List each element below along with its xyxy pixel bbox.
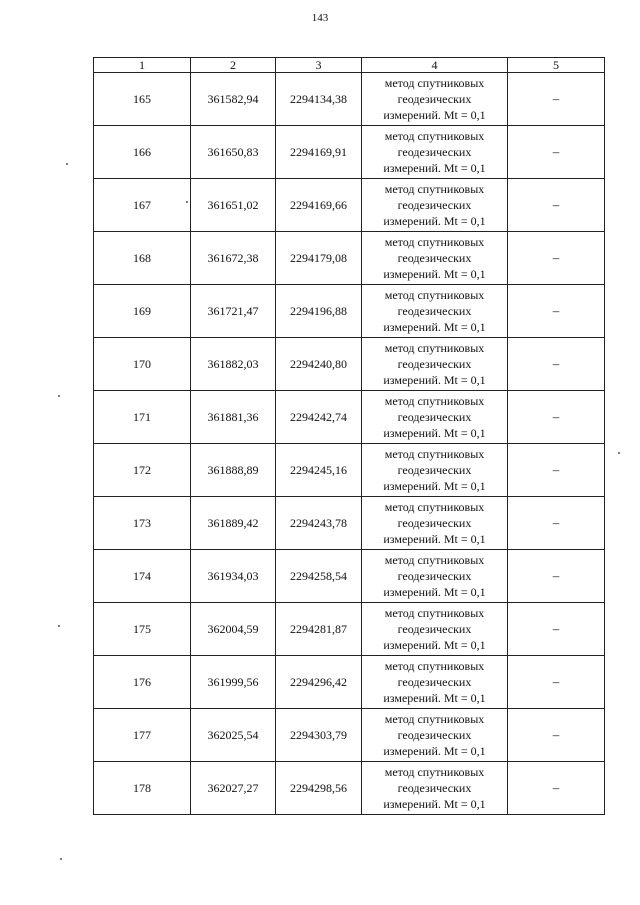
y-coordinate-cell: 2294296,42 [276, 656, 362, 709]
scan-speck [66, 163, 68, 165]
x-coordinate-cell: 361882,03 [191, 338, 276, 391]
method-cell [362, 126, 508, 179]
scan-speck [186, 201, 188, 203]
point-number-cell: 166 [94, 126, 191, 179]
note-cell: – [508, 550, 605, 603]
x-coordinate-cell: 361651,02 [191, 179, 276, 232]
method-line: геодезических [397, 92, 472, 106]
method-cell [362, 179, 508, 232]
method-line: метод спутниковых [384, 606, 485, 620]
method-line: геодезических [397, 569, 472, 583]
y-coordinate-cell: 2294242,74 [276, 391, 362, 444]
method-line: метод спутниковых [384, 288, 485, 302]
method-cell [362, 762, 508, 815]
table-row [94, 709, 605, 762]
table-row [94, 391, 605, 444]
note-cell: – [508, 709, 605, 762]
note-cell: – [508, 338, 605, 391]
method-line: геодезических [397, 198, 472, 212]
method-line: геодезических [397, 781, 472, 795]
point-number-cell: 165 [94, 73, 191, 126]
note-cell: – [508, 762, 605, 815]
method-line: метод спутниковых [384, 500, 485, 514]
y-coordinate-cell: 2294240,80 [276, 338, 362, 391]
point-number-cell: 178 [94, 762, 191, 815]
table-row [94, 73, 605, 126]
note-cell: – [508, 232, 605, 285]
table-row [94, 497, 605, 550]
y-coordinate-cell: 2294134,38 [276, 73, 362, 126]
column-header: 3 [276, 58, 362, 73]
table-row [94, 232, 605, 285]
method-line: измерений. Mt = 0,1 [383, 691, 486, 705]
x-coordinate-cell: 361889,42 [191, 497, 276, 550]
method-cell [362, 391, 508, 444]
point-number-cell: 173 [94, 497, 191, 550]
table-row [94, 550, 605, 603]
x-coordinate-cell: 361721,47 [191, 285, 276, 338]
method-line: геодезических [397, 357, 472, 371]
method-line: измерений. Mt = 0,1 [383, 426, 486, 440]
note-cell: – [508, 603, 605, 656]
y-coordinate-cell: 2294196,88 [276, 285, 362, 338]
point-number-cell: 168 [94, 232, 191, 285]
method-line: геодезических [397, 622, 472, 636]
point-number-cell: 174 [94, 550, 191, 603]
x-coordinate-cell: 361650,83 [191, 126, 276, 179]
column-header: 4 [362, 58, 508, 73]
page-number: 143 [311, 12, 329, 24]
point-number-cell: 170 [94, 338, 191, 391]
x-coordinate-cell: 361999,56 [191, 656, 276, 709]
x-coordinate-cell: 361934,03 [191, 550, 276, 603]
x-coordinate-cell: 362025,54 [191, 709, 276, 762]
method-cell [362, 232, 508, 285]
table-row [94, 656, 605, 709]
point-number-cell: 167 [94, 179, 191, 232]
scan-speck [58, 395, 60, 397]
y-coordinate-cell: 2294243,78 [276, 497, 362, 550]
point-number-cell: 177 [94, 709, 191, 762]
point-number-cell: 169 [94, 285, 191, 338]
method-line: геодезических [397, 516, 472, 530]
scan-speck [60, 858, 62, 860]
method-line: геодезических [397, 675, 472, 689]
method-line: геодезических [397, 463, 472, 477]
table-row [94, 444, 605, 497]
method-line: измерений. Mt = 0,1 [383, 744, 486, 758]
method-line: измерений. Mt = 0,1 [383, 108, 486, 122]
method-cell [362, 73, 508, 126]
y-coordinate-cell: 2294303,79 [276, 709, 362, 762]
note-cell: – [508, 73, 605, 126]
method-line: измерений. Mt = 0,1 [383, 373, 486, 387]
x-coordinate-cell: 362004,59 [191, 603, 276, 656]
column-header: 5 [508, 58, 605, 73]
method-line: измерений. Mt = 0,1 [383, 638, 486, 652]
y-coordinate-cell: 2294169,91 [276, 126, 362, 179]
note-cell: – [508, 126, 605, 179]
method-line: метод спутниковых [384, 659, 485, 673]
x-coordinate-cell: 362027,27 [191, 762, 276, 815]
method-line: геодезических [397, 145, 472, 159]
method-line: измерений. Mt = 0,1 [383, 267, 486, 281]
table-row [94, 762, 605, 815]
y-coordinate-cell: 2294281,87 [276, 603, 362, 656]
point-number-cell: 171 [94, 391, 191, 444]
method-line: метод спутниковых [384, 341, 485, 355]
method-line: метод спутниковых [384, 712, 485, 726]
y-coordinate-cell: 2294245,16 [276, 444, 362, 497]
column-header: 1 [94, 58, 191, 73]
note-cell: – [508, 444, 605, 497]
column-header: 2 [191, 58, 276, 73]
table-row [94, 338, 605, 391]
method-line: метод спутниковых [384, 553, 485, 567]
table-row [94, 126, 605, 179]
x-coordinate-cell: 361582,94 [191, 73, 276, 126]
method-line: измерений. Mt = 0,1 [383, 161, 486, 175]
method-cell [362, 338, 508, 391]
point-number-cell: 172 [94, 444, 191, 497]
table-row [94, 179, 605, 232]
point-number-cell: 176 [94, 656, 191, 709]
method-line: метод спутниковых [384, 447, 485, 461]
method-line: измерений. Mt = 0,1 [383, 797, 486, 811]
method-line: метод спутниковых [384, 182, 485, 196]
method-cell [362, 285, 508, 338]
method-cell [362, 656, 508, 709]
method-cell [362, 603, 508, 656]
method-line: метод спутниковых [384, 765, 485, 779]
method-line: геодезических [397, 728, 472, 742]
y-coordinate-cell: 2294169,66 [276, 179, 362, 232]
point-number-cell: 175 [94, 603, 191, 656]
x-coordinate-cell: 361888,89 [191, 444, 276, 497]
method-cell [362, 497, 508, 550]
y-coordinate-cell: 2294258,54 [276, 550, 362, 603]
note-cell: – [508, 179, 605, 232]
method-line: измерений. Mt = 0,1 [383, 214, 486, 228]
method-line: измерений. Mt = 0,1 [383, 532, 486, 546]
scan-speck [618, 452, 620, 454]
method-line: измерений. Mt = 0,1 [383, 585, 486, 599]
note-cell: – [508, 391, 605, 444]
method-line: метод спутниковых [384, 235, 485, 249]
note-cell: – [508, 285, 605, 338]
x-coordinate-cell: 361881,36 [191, 391, 276, 444]
method-cell [362, 550, 508, 603]
note-cell: – [508, 497, 605, 550]
y-coordinate-cell: 2294298,56 [276, 762, 362, 815]
method-cell [362, 444, 508, 497]
method-line: геодезических [397, 410, 472, 424]
note-cell: – [508, 656, 605, 709]
method-line: геодезических [397, 251, 472, 265]
method-line: измерений. Mt = 0,1 [383, 479, 486, 493]
method-cell [362, 709, 508, 762]
table-header-row [94, 58, 605, 73]
method-line: метод спутниковых [384, 76, 485, 90]
y-coordinate-cell: 2294179,08 [276, 232, 362, 285]
method-line: измерений. Mt = 0,1 [383, 320, 486, 334]
x-coordinate-cell: 361672,38 [191, 232, 276, 285]
scan-speck [58, 625, 60, 627]
table-row [94, 285, 605, 338]
table-row [94, 603, 605, 656]
coordinates-table [93, 57, 605, 815]
method-line: метод спутниковых [384, 129, 485, 143]
method-line: геодезических [397, 304, 472, 318]
method-line: метод спутниковых [384, 394, 485, 408]
